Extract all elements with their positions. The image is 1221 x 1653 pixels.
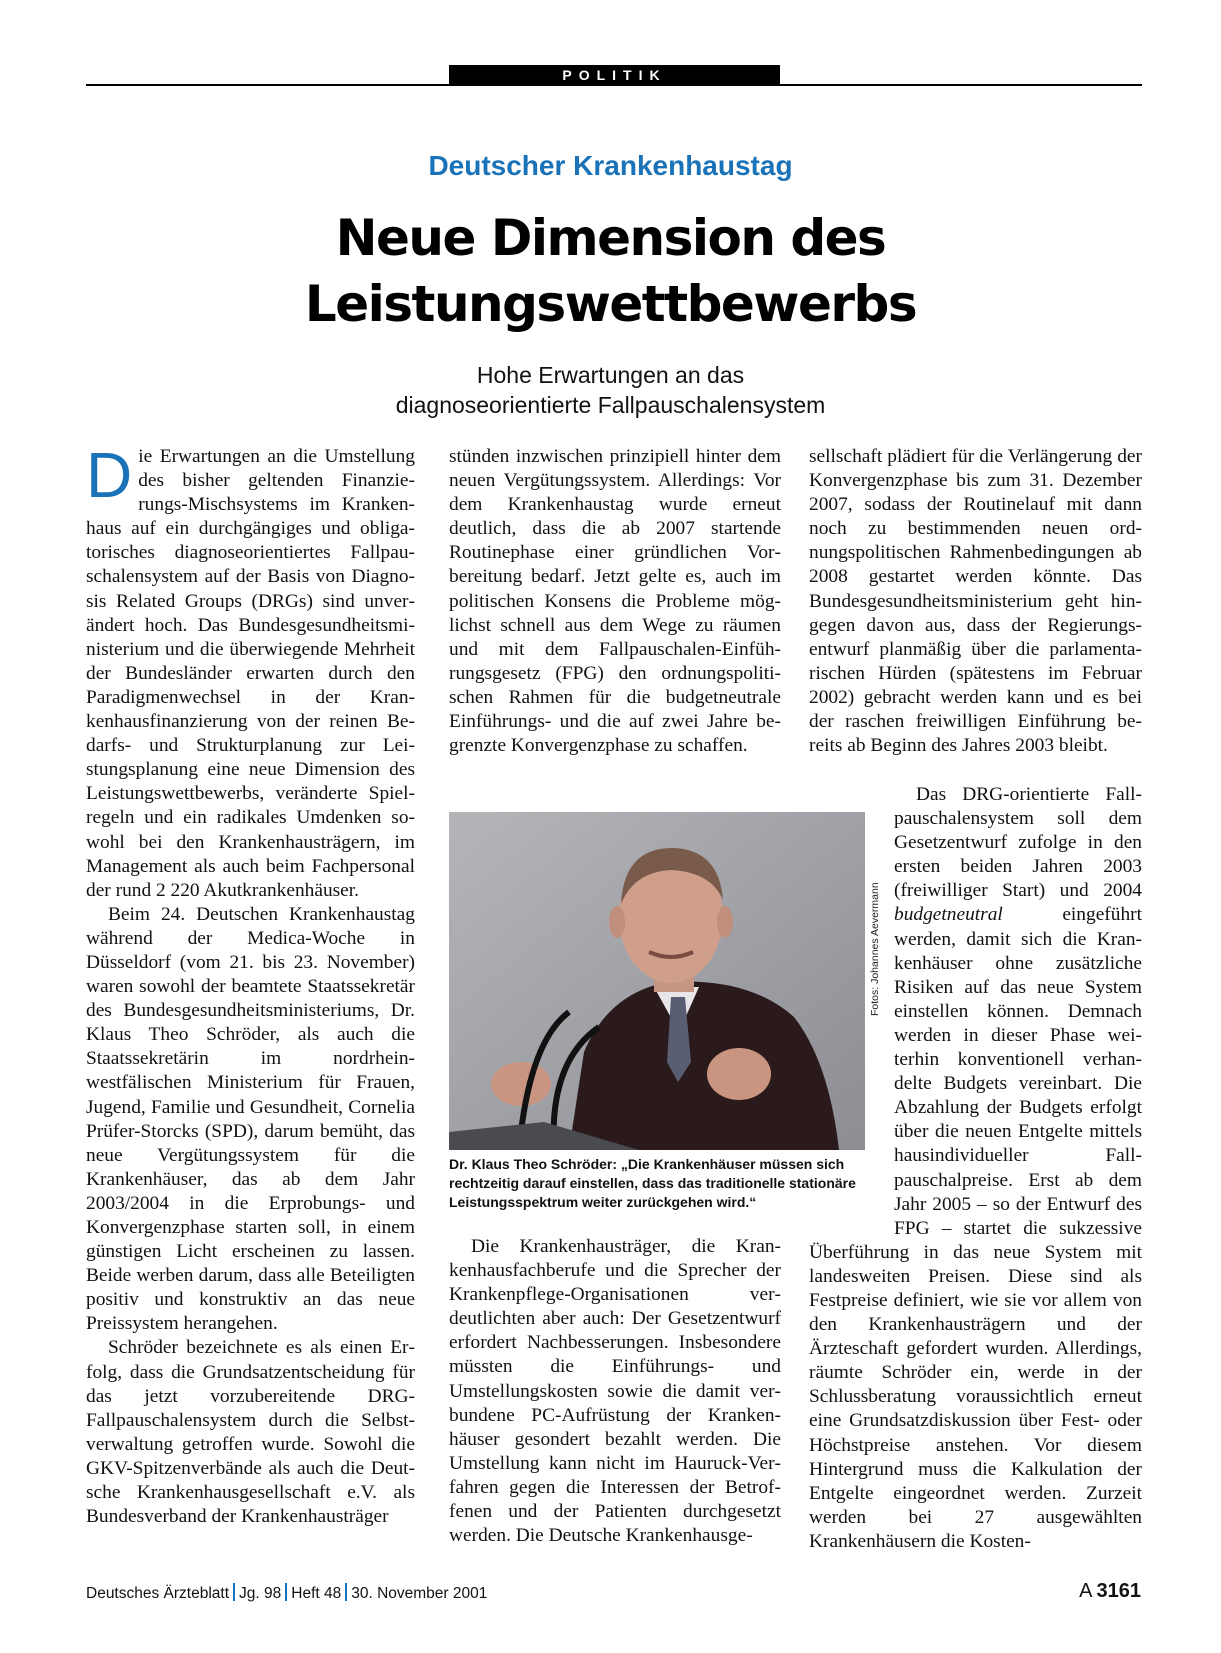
journal-issue: Heft 48 [291, 1585, 342, 1602]
journal-name: Deutsches Ärzteblatt [86, 1585, 230, 1602]
page-number: 3161 [1096, 1580, 1141, 1602]
footer-citation [86, 1583, 487, 1603]
article-kicker: Deutscher Krankenhaustag [428, 150, 793, 181]
article-photo [449, 812, 865, 1150]
footer-separator [233, 1583, 235, 1601]
article-column-1 [86, 439, 415, 1529]
paragraph: Die Krankenhausträger, die Krankenhausfachberufe und die Sprecher der Krankenpflege-Organisationen verdeutlichten aber auch: Der Gesetzentwurf erfordert Nachbesserungen. Insbesondere müssten die Einführungs- und Umstellungskosten sowie die damit verbundene PC-Aufrüstung der Krankenhäuser gesondert bezahlt werden. Die Umstellung kann nicht im Hauruck-Verfahren gegen die Interessen der Betroffenen und der Patienten durchgesetzt werden. Die Deutsche Krankenhausge- [449, 1236, 781, 1547]
subtitle-line-1: Hohe Erwartungen an das [476, 362, 745, 388]
article-column-3-bottom [809, 783, 1142, 1554]
headline-line-2: Leistungswettbewerbs [304, 275, 917, 333]
page-prefix: A [1079, 1580, 1093, 1602]
paragraph: sellschaft plädiert für die Verlängerung der Konvergenzphase bis zum 31. Dezember 2007, sodass der Routinelauf mit dann noch zu bestimmenden neuen ordnungspolitischen Rahmenbedingungen ab 2008 gestartet werden könnte. Das Bundesgesundheitsministerium geht hingegen davon aus, dass der Regierungsentwurf planmäßig über die parlamentarischen Hürden (spätestens im Februar 2002) gebracht werden kann und es bei der raschen freiwilligen Einführung bereits ab Beginn des Jahres 2003 bleibt. [809, 446, 1142, 757]
paragraph: Das DRG-orientierte Fallpauschalensystem soll dem Gesetzentwurf zufolge in den ersten beiden Jahren 2003 (freiwilliger Start) und 2004 budgetneutral eingeführt werden, damit sich die Krankenhäuser ohne zusätzliche Risiken auf das neue System einstellen können. Demnach werden in dieser Phase weiterhin konventionell verhandelte Budgets vereinbart. Die Abzahlung der Budgets erfolgt über die neuen Entgelte mittels hausindividueller Fallpauschalpreise. Erst ab dem Jahr 2005 – so der Entwurf des FPG – startet die sukzessive Überführung in das neue System mit landesweiten Preisen. Diese sind als Festpreise definiert, wie sie vor allem von den Krankenhausträgern und der Ärzteschaft gefordert wurden. Allerdings, räumte Schröder ein, werde in der Schlussberatung voraussichtlich erneut eine Grundsatzdiskussion über Fest- oder Höchstpreise anstehen. Vor diesem Hintergrund muss die Kalkulation der Entgelte eingeordnet werden. Zurzeit werden bei 27 ausgewählten Krankenhäusern die Kosten- [809, 784, 1142, 1552]
article-column-2-top [449, 445, 781, 758]
footer-separator [285, 1583, 287, 1601]
drop-cap: D [86, 439, 133, 511]
paragraph: Schröder bezeichnete es als einen Erfolg, dass die Grundsatzentscheidung für das jetzt vorzubereitende DRG-Fallpauschalensystem durch die Selbstverwaltung getroffen wurde. Sowohl die GKV-Spitzenverbände als auch die Deutsche Krankenhausgesellschaft e.V. als Bundesverband der Krankenhausträger [86, 1337, 415, 1528]
page-number-block [1079, 1580, 1141, 1603]
paragraph-text: ie Erwartungen an die Umstellung des bisher geltenden Finanzierungs-Mischsystems im Krankenhaus auf ein durchgängiges und obligatorisches diagnoseorientiertes Fallpauschalensystem auf der Basis von Diagnosis Related Groups (DRGs) sind unverändert hoch. Das Bundesgesundheitsministerium und die überwiegende Mehrheit der Bundesländer erwarten durch den Paradigmenwechsel in der Krankenhausfinanzierung von der reinen Bedarfs- und Strukturplanung zur Leistungsplanung eine neue Dimension des Leistungswettbewerbs, veränderte Spielregeln und ein radikales Umdenken sowohl bei den Krankenhausträgern, im Management als auch beim Fachpersonal der rund 2 220 Akutkrankenhäuser. [86, 446, 415, 901]
journal-volume: Jg. 98 [239, 1585, 282, 1602]
article-headline [0, 205, 1221, 337]
issue-date: 30. November 2001 [351, 1585, 488, 1602]
photo-wrap-spacer [809, 783, 894, 1239]
section-label: POLITIK [449, 65, 780, 85]
article-subtitle [0, 360, 1221, 420]
footer-separator [345, 1583, 347, 1601]
article-column-3-top [809, 445, 1142, 758]
paragraph: Beim 24. Deutschen Krankenhaustag während der Medica-Woche in Düsseldorf (vom 21. bis 23. November) waren sowohl der beamtete Staatssekretär des Bundesgesundheitsministeriums, Dr. Klaus Theo Schröder, als auch die Staatssekretärin im nordrhein-westfälischen Ministerium für Frauen, Jugend, Familie und Gesundheit, Cornelia Prüfer-Storcks (SPD), darum bemüht, das neue Vergütungssystem für die Krankenhäuser, das ab dem Jahr 2003/2004 in die Erprobungs- und Konvergenzphase starten soll, in einem günstigen Licht erscheinen zu lassen. Beide werben darum, dass alle Beteiligten positiv und konstruktiv an das neue Preissystem herangehen. [86, 903, 415, 1335]
speaker-photo [449, 812, 865, 1150]
paragraph: stünden inzwischen prinzipiell hinter dem neuen Vergütungssystem. Allerdings: Vor dem Krankenhaustag wurde erneut deutlich, dass die ab 2007 startende Routinephase einer gründlichen Vorbereitung bedarf. Jetzt gelte es, auch im politischen Konsens die Probleme möglichst schnell aus dem Wege zu räumen und mit dem Fallpauschalen-Einführungsgesetz (FPG) den ordnungspolitischen Rahmen für die budgetneutrale Einführungs- und die auf zwei Jahre begrenzte Konvergenzphase zu schaffen. [449, 446, 781, 757]
emphasis: budgetneutral [894, 904, 1003, 926]
photo-caption: Dr. Klaus Theo Schröder: „Die Krankenhäuser müssen sich rechtzeitig darauf einstellen, dass das traditionelle stationäre Leistungsspektrum weiter zurückgehen wird.“ [449, 1156, 856, 1210]
subtitle-line-2: diagnoseorientierte Fallpauschalensystem [395, 392, 826, 418]
headline-line-1: Neue Dimension des [335, 209, 886, 267]
article-column-2-bottom [449, 1235, 781, 1548]
paragraph [86, 439, 415, 903]
photo-credit: Fotos: Johannes Aevermann [869, 882, 881, 1016]
